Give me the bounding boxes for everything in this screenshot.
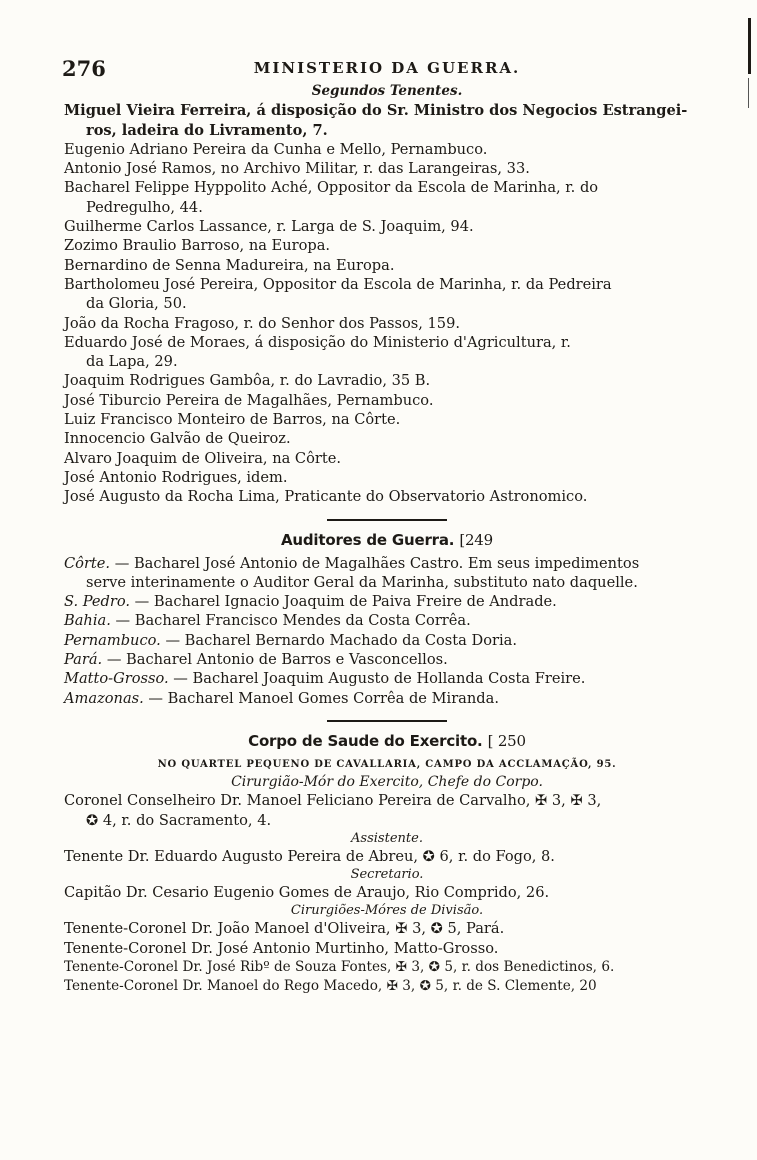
auditor-entry	[64, 689, 710, 708]
page-header	[62, 56, 712, 80]
auditores-title: Auditores de Guerra.	[281, 530, 455, 549]
tenente-line: Bernardino de Senna Madureira, na Europa.	[64, 256, 395, 274]
auditor-place: S. Pedro.	[64, 593, 131, 611]
auditor-entry	[64, 650, 710, 669]
auditor-text: — Bacharel Antonio de Barros e Vasconcellos.	[102, 651, 448, 669]
auditor-text: — Bacharel Bernardo Machado da Costa Doria.	[160, 631, 517, 649]
margin-rule	[748, 18, 751, 74]
tenente-line: Antonio José Ramos, no Archivo Militar, r. das Larangeiras, 33.	[64, 160, 530, 178]
saude-title: Corpo de Saude do Exercito.	[248, 731, 483, 750]
tenente-line: Miguel Vieira Ferreira, á disposição do Sr. Ministro dos Negocios Estrangei-	[64, 102, 688, 120]
auditores-ref: [249	[459, 530, 493, 549]
tenente-line: Guilherme Carlos Lassance, r. Larga de S. Joaquim, 94.	[64, 218, 474, 236]
tenente-line: Pedregulho, 44.	[86, 198, 203, 216]
auditor-entry	[64, 631, 710, 650]
section-title-auditores	[64, 530, 710, 550]
section-heading-tenentes: Segundos Tenentes.	[311, 83, 463, 99]
tenente-line: Bartholomeu José Pereira, Oppositor da Escola de Marinha, r. da Pedreira	[64, 275, 612, 293]
tenente-line: Luiz Francisco Monteiro de Barros, na Côrte.	[64, 411, 401, 429]
assistente-line: Tenente Dr. Eduardo Augusto Pereira de Abreu, ✪ 6, r. do Fogo, 8.	[64, 847, 555, 865]
margin-rule-secondary	[748, 78, 749, 108]
tenente-line: João da Rocha Fragoso, r. do Senhor dos Passos, 159.	[64, 314, 461, 332]
section-title-saude	[64, 731, 710, 751]
page-body	[64, 82, 710, 997]
auditor-entry-cont: serve interinamente o Auditor Geral da Marinha, substituto nato daquelle.	[86, 573, 638, 591]
tenente-line: José Tiburcio Pereira de Magalhães, Pernambuco.	[64, 391, 434, 409]
auditor-place: Amazonas.	[64, 689, 144, 707]
auditor-text: — Bacharel José Antonio de Magalhães Castro. Em seus impedimentos	[110, 554, 640, 572]
secretario-line: Capitão Dr. Cesario Eugenio Gomes de Araujo, Rio Comprido, 26.	[64, 884, 550, 902]
page-number: 276	[62, 56, 106, 81]
divisao-line: Tenente-Coronel Dr. José Ribº de Souza Fontes, ✠ 3, ✪ 5, r. dos Benedictinos, 6.	[64, 958, 615, 975]
secretario-heading: Secretario.	[350, 867, 424, 883]
tenente-line: Bacharel Felippe Hyppolito Aché, Oppositor da Escola de Marinha, r. do	[64, 179, 599, 197]
divisao-line: Tenente-Coronel Dr. José Antonio Murtinho, Matto-Grosso.	[64, 939, 499, 957]
chefe-line-cont: ✪ 4, r. do Sacramento, 4.	[86, 811, 272, 829]
divisao-heading: Cirurgiões-Móres de Divisão.	[290, 903, 484, 919]
auditor-entry	[64, 611, 710, 630]
divisao-line: Tenente-Coronel Dr. João Manoel d'Oliveira, ✠ 3, ✪ 5, Pará.	[64, 920, 505, 938]
auditor-entry	[64, 554, 710, 573]
auditor-text: — Bacharel Joaquim Augusto de Hollanda Costa Freire.	[168, 670, 586, 688]
section-divider	[327, 519, 447, 521]
tenente-line: da Gloria, 50.	[86, 295, 187, 313]
tenente-line: Zozimo Braulio Barroso, na Europa.	[64, 237, 331, 255]
tenente-line: Eduardo José de Moraes, á disposição do Ministerio d'Agricultura, r.	[64, 333, 571, 351]
tenente-line: ros, ladeira do Livramento, 7.	[86, 121, 328, 139]
auditor-entry	[64, 669, 710, 688]
assistente-heading: Assistente.	[351, 830, 423, 846]
tenente-line: Alvaro Joaquim de Oliveira, na Côrte.	[64, 449, 342, 467]
chefe-line: Coronel Conselheiro Dr. Manoel Feliciano Pereira de Carvalho, ✠ 3, ✠ 3,	[64, 792, 602, 810]
tenente-line: da Lapa, 29.	[86, 353, 178, 371]
tenente-line: Innocencio Galvão de Queiroz.	[64, 430, 291, 448]
auditor-place: Pará.	[64, 651, 103, 669]
tenente-line: Joaquim Rodrigues Gambôa, r. do Lavradio, 35 B.	[64, 372, 431, 390]
auditor-entry	[64, 592, 710, 611]
tenente-line: Eugenio Adriano Pereira da Cunha e Mello, Pernambuco.	[64, 140, 488, 158]
saude-ref: [ 250	[487, 731, 526, 750]
auditor-text: — Bacharel Manoel Gomes Corrêa de Miranda.	[143, 689, 499, 707]
auditor-place: Bahia.	[64, 612, 111, 630]
auditor-place: Pernambuco.	[64, 631, 161, 649]
auditor-place: Matto-Grosso.	[64, 670, 169, 688]
auditor-place: Côrte.	[64, 554, 111, 572]
divisao-line: Tenente-Coronel Dr. Manoel do Rego Macedo, ✠ 3, ✪ 5, r. de S. Clemente, 20	[64, 978, 597, 995]
saude-address: NO QUARTEL PEQUENO DE CAVALLARIA, CAMPO DA ACCLAMAÇÃO, 95.	[157, 758, 617, 770]
tenente-line: José Antonio Rodrigues, idem.	[64, 468, 288, 486]
auditor-text: — Bacharel Francisco Mendes da Costa Corrêa.	[110, 612, 471, 630]
chefe-heading: Cirurgião-Mór do Exercito, Chefe do Corpo.	[231, 774, 543, 791]
section-divider	[327, 720, 447, 722]
running-head: MINISTERIO DA GUERRA.	[253, 59, 521, 77]
tenente-line: José Augusto da Rocha Lima, Praticante do Observatorio Astronomico.	[64, 488, 588, 506]
auditor-text: — Bacharel Ignacio Joaquim de Paiva Freire de Andrade.	[130, 593, 557, 611]
